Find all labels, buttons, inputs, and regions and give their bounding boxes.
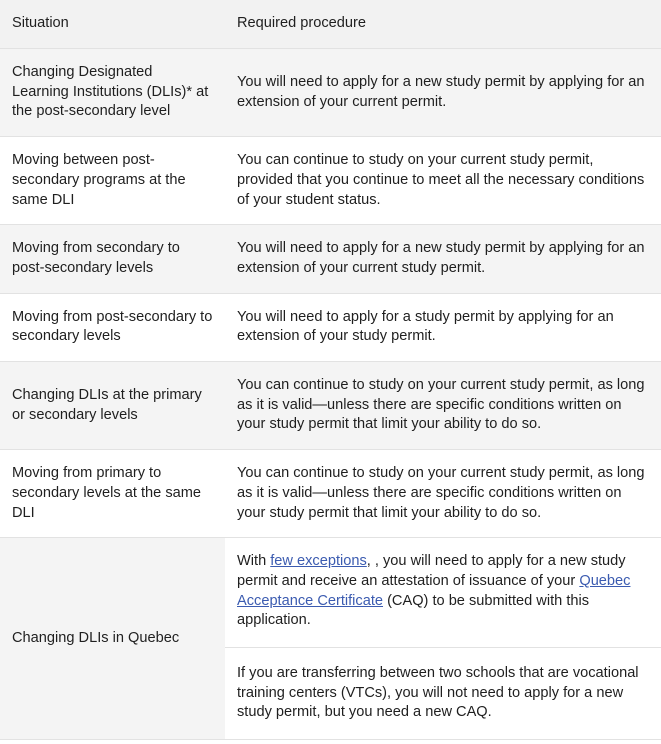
text: With [237,553,271,570]
procedure-cell: You can continue to study on your current study permit, as long as it is valid—unless there are specific conditions written on your study permit that limit your ability to do so. [225,450,661,538]
procedure-cell: You can continue to study on your current study permit, as long as it is valid—unless there are specific conditions written on your study permit that limit your ability to do so. [225,362,661,450]
table-header-row [0,0,661,49]
table-row [0,137,661,225]
situation-cell: Changing DLIs in Quebec [0,538,225,740]
table-row [0,362,661,450]
situation-cell: Moving between post-secondary programs at the same DLI [0,137,225,225]
table-row [0,225,661,293]
table-row [0,450,661,538]
situation-cell: Moving from primary to secondary levels at the same DLI [0,450,225,538]
table-row [0,49,661,137]
few-exceptions-link[interactable]: few exceptions [270,553,367,570]
text: (CAQ) to be submitted with this application. [237,592,590,629]
table-row-quebec [0,538,661,740]
procedure-cell: You can continue to study on your current study permit, provided that you continue to meet all the necessary conditions of your student status. [225,137,661,225]
procedure-cell: You will need to apply for a new study permit by applying for an extension of your current permit. [225,49,661,137]
situation-cell: Moving from secondary to post-secondary levels [0,225,225,293]
header-required-procedure: Required procedure [225,0,661,49]
procedure-paragraph-vtc: If you are transferring between two schools that are vocational training centers (VTCs), you will not need to apply for a new study permit, but you need a new CAQ. [225,647,661,739]
situation-cell: Moving from post-secondary to secondary levels [0,293,225,361]
situation-cell: Changing DLIs at the primary or secondary levels [0,362,225,450]
procedure-paragraph [225,538,661,647]
procedure-cell: You will need to apply for a new study permit by applying for an extension of your current study permit. [225,225,661,293]
procedure-cell: You will need to apply for a study permit by applying for an extension of your study permit. [225,293,661,361]
header-situation: Situation [0,0,225,49]
table-row [0,293,661,361]
situation-cell: Changing Designated Learning Institutions (DLIs)* at the post-secondary level [0,49,225,137]
text: , , you will need to apply for a new study permit and receive an attestation of issuance of your [237,553,626,589]
quebec-acceptance-certificate-link[interactable]: Quebec Acceptance Certificate [237,572,631,609]
procedure-cell [225,538,661,740]
